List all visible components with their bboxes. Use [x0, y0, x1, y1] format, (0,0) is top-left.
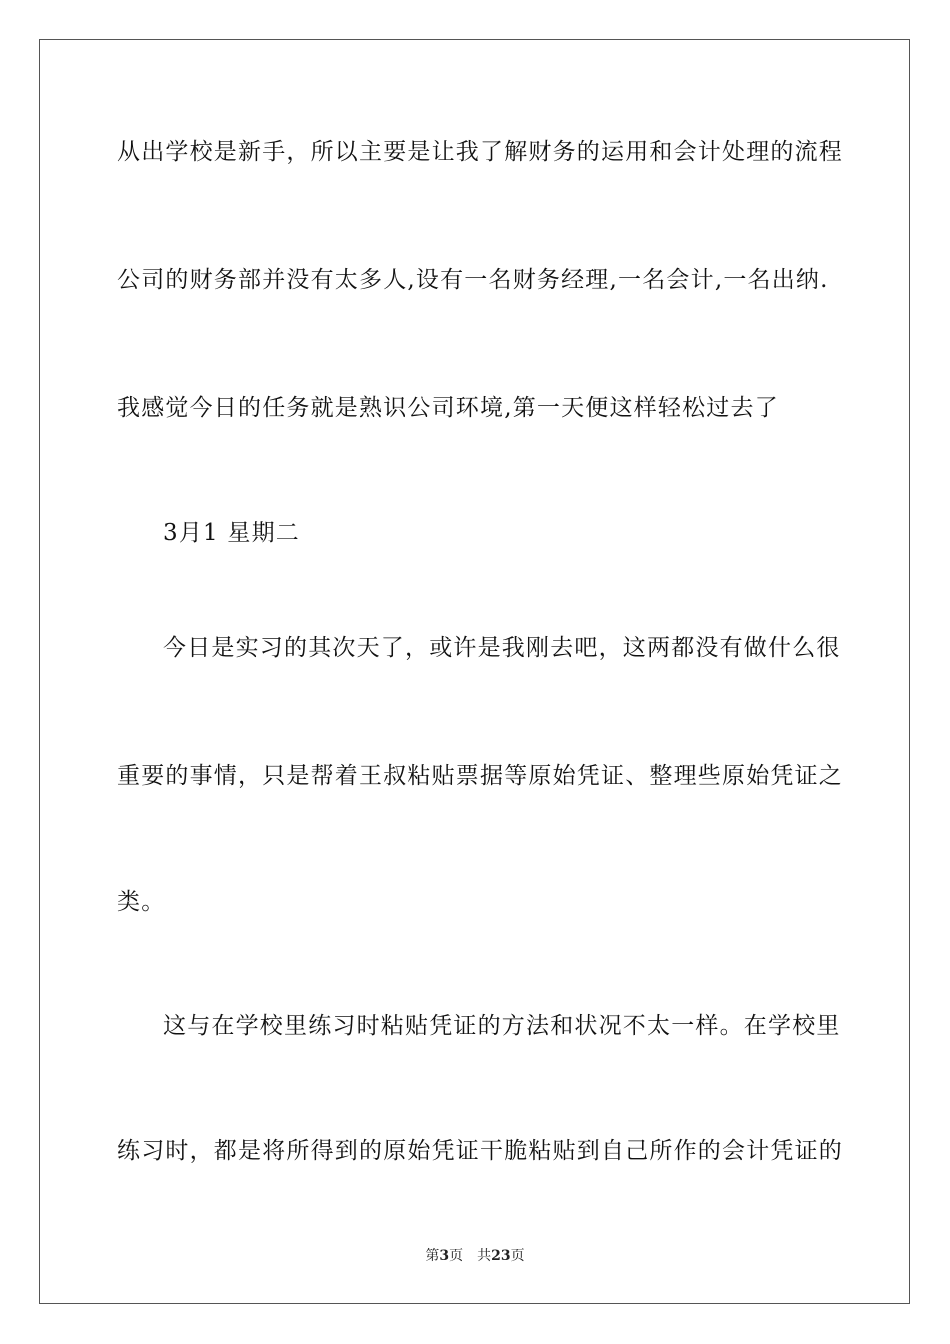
- footer-page-number: 3: [439, 1248, 450, 1264]
- page-border: [39, 39, 910, 1304]
- body-line-5: 今日是实习的其次天了，或许是我刚去吧，这两都没有做什么很: [163, 635, 841, 661]
- body-line-2: 公司的财务部并没有太多人,设有一名财务经理,一名会计,一名出纳.: [117, 267, 829, 293]
- footer-total-suffix: 页: [510, 1248, 525, 1264]
- date-heading: 3月1 星期二: [163, 520, 300, 546]
- footer-page-prefix: 第: [425, 1248, 440, 1264]
- body-line-1: 从出学校是新手，所以主要是让我了解财务的运用和会计处理的流程: [117, 139, 843, 165]
- page-footer: [0, 1247, 950, 1265]
- body-line-3: 我感觉今日的任务就是熟识公司环境,第一天便这样轻松过去了: [117, 395, 779, 421]
- footer-page-suffix: 页: [449, 1248, 464, 1264]
- body-line-6: 重要的事情，只是帮着王叔粘贴票据等原始凭证、整理些原始凭证之: [117, 763, 843, 789]
- body-line-7: 类。: [117, 889, 166, 915]
- body-line-8: 这与在学校里练习时粘贴凭证的方法和状况不太一样。在学校里: [163, 1013, 841, 1039]
- footer-total-number: 23: [491, 1248, 511, 1264]
- body-line-9: 练习时，都是将所得到的原始凭证干脆粘贴到自己所作的会计凭证的: [117, 1138, 843, 1164]
- footer-total-prefix: 共: [477, 1248, 492, 1264]
